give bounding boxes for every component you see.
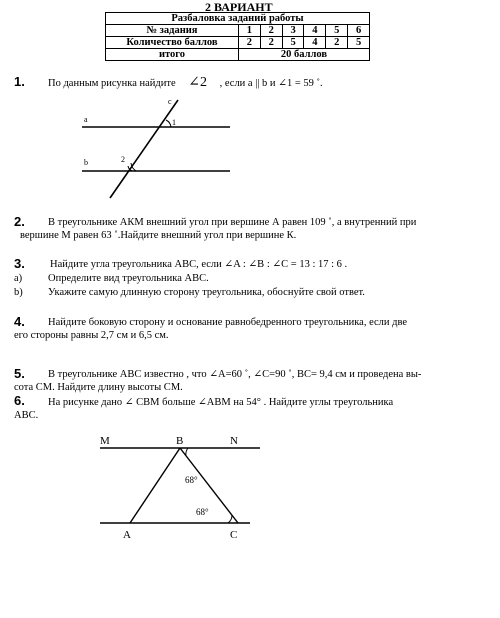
task3-item-a-label: a) [14,273,23,284]
task4-line1: Найдите боковую сторону и основание равнобедренного треугольника, если две [48,317,408,328]
task6-line1: На рисунке дано ∠ CBM больше ∠ABM на 54° . Найдите углы треугольника [48,397,394,408]
angle1-arc [166,120,171,127]
table-cell: 5 [282,37,304,49]
table-cell: 1 [239,25,261,37]
figure1-label-c: c [168,98,172,106]
total-label: итого [106,49,239,61]
task4-line2: его стороны равны 2,7 см и 6,5 см. [14,330,169,341]
task3-line1: Найдите угла треугольника ABC, если ∠A : ∠B : ∠C = 13 : 17 : 6 . [50,259,348,270]
table-row [106,49,370,61]
table-cell: 5 [348,37,370,49]
table-cell: 2 [326,37,348,49]
task3-item-b: Укажите самую длинную сторону треугольника, обоснуйте свой ответ. [48,287,365,298]
angle-bottom-label: 68° [196,507,209,517]
task2-line1: В треугольнике АКМ внешний угол при вершине А равен 109 ˚, а внутренний при [48,217,417,228]
figure1-label-2: 2 [121,155,125,164]
table-cell: 5 [326,25,348,37]
task5-line1: В треугольнике ABC известно , что ∠A=60 ˚, ∠C=90 ˚, BC= 9,4 см и проведена вы- [48,369,422,380]
angle-top-label: 68° [185,475,198,485]
task1-number: 1. [14,74,25,89]
points-label: Количество баллов [106,37,239,49]
figure1-label-1: 1 [172,118,176,127]
table-row [106,37,370,49]
task4-number: 4. [14,314,25,329]
task1-text [48,76,323,90]
table-row [106,25,370,37]
table-cell: 6 [348,25,370,37]
score-table [105,12,370,61]
task1-figure [60,98,240,200]
point-a-label: A [123,529,131,541]
task6-number: 6. [14,393,25,408]
table-cell: 2 [260,37,282,49]
task5-number: 5. [14,366,25,381]
variant-title: 2 ВАРИАНТ [205,0,273,14]
task1-text-a: По данным рисунка найдите [48,78,176,89]
table-row [106,13,370,25]
table-cell: 4 [304,37,326,49]
task6-figure [90,430,270,545]
figure1-label-b: b [84,158,88,167]
line-c [110,100,178,198]
point-c-label: C [230,529,238,541]
task3-item-b-label: b) [14,287,23,298]
side-bc [180,448,238,523]
task1-text-b: , если a || b и ∠1 = 59 ˚. [219,78,323,89]
task2-number: 2. [14,214,25,229]
total-value: 20 баллов [239,49,370,61]
side-ab [130,448,180,523]
table-cell: 2 [260,25,282,37]
point-m-label: M [100,435,110,447]
angle-b-arc [186,448,188,456]
task5-line2: сота CM. Найдите длину высоты CM. [14,382,183,393]
task-number-label: № задания [106,25,239,37]
task3-item-a: Определите вид треугольника ABC. [48,273,209,284]
task6-line2: ABC. [14,410,39,421]
table-cell: 4 [304,25,326,37]
point-n-label: N [230,435,238,447]
figure1-label-a: a [84,115,88,124]
table-cell: 2 [239,37,261,49]
task2-line2: вершине М равен 63 ˚.Найдите внешний угол при вершине К. [20,230,297,241]
task3-number: 3. [14,256,25,271]
table-cell: 3 [282,25,304,37]
angle-c-arc [228,515,232,523]
table-title: Разбаловка заданий работы [106,13,370,25]
task1-angle: ∠2 [188,75,207,90]
point-b-label: B [176,435,184,447]
